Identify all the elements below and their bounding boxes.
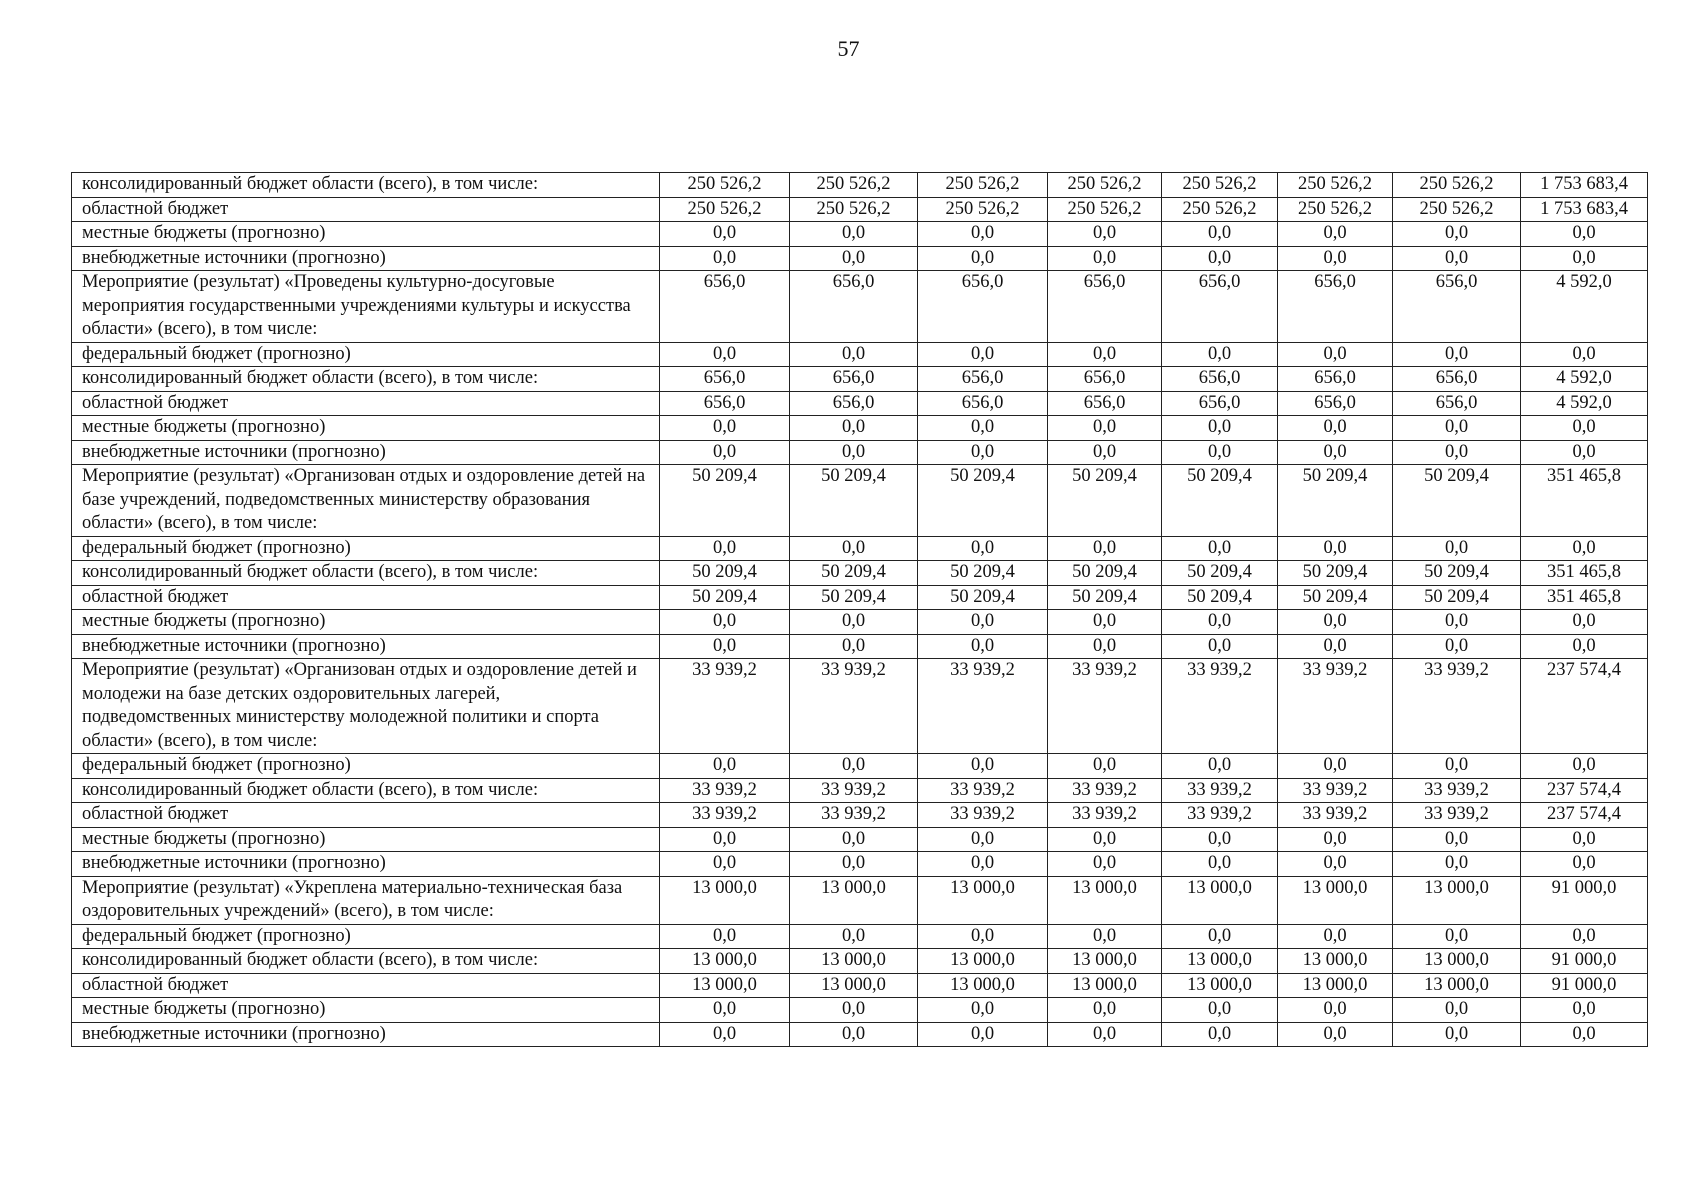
value-cell: 0,0 <box>790 634 918 659</box>
total-cell: 0,0 <box>1521 246 1648 271</box>
value-cell: 0,0 <box>660 924 790 949</box>
value-cell: 656,0 <box>1162 391 1278 416</box>
value-cell: 0,0 <box>790 246 918 271</box>
value-cell: 50 209,4 <box>1162 465 1278 537</box>
value-cell: 0,0 <box>1162 416 1278 441</box>
value-cell: 0,0 <box>1048 536 1162 561</box>
value-cell: 0,0 <box>1393 416 1521 441</box>
value-cell: 0,0 <box>1393 222 1521 247</box>
row-label: областной бюджет <box>72 585 660 610</box>
value-cell: 33 939,2 <box>1048 659 1162 754</box>
value-cell: 0,0 <box>1393 536 1521 561</box>
value-cell: 0,0 <box>1278 416 1393 441</box>
value-cell: 0,0 <box>1162 852 1278 877</box>
value-cell: 13 000,0 <box>1162 876 1278 924</box>
value-cell: 33 939,2 <box>1278 778 1393 803</box>
row-label: Мероприятие (результат) «Проведены культурно-досуговые мероприятия государственными учреждениями культуры и искусства области» (всего), в том числе: <box>72 271 660 343</box>
table-row <box>72 367 1648 392</box>
value-cell: 50 209,4 <box>660 585 790 610</box>
value-cell: 656,0 <box>660 391 790 416</box>
row-label: федеральный бюджет (прогнозно) <box>72 924 660 949</box>
value-cell: 656,0 <box>1162 271 1278 343</box>
total-cell: 0,0 <box>1521 222 1648 247</box>
total-cell: 0,0 <box>1521 634 1648 659</box>
value-cell: 250 526,2 <box>1048 197 1162 222</box>
table-row <box>72 271 1648 343</box>
value-cell: 0,0 <box>660 440 790 465</box>
value-cell: 0,0 <box>1278 610 1393 635</box>
value-cell: 656,0 <box>1278 391 1393 416</box>
value-cell: 0,0 <box>1393 342 1521 367</box>
total-cell: 4 592,0 <box>1521 391 1648 416</box>
row-label: консолидированный бюджет области (всего), в том числе: <box>72 173 660 198</box>
value-cell: 50 209,4 <box>1048 561 1162 586</box>
total-cell: 4 592,0 <box>1521 271 1648 343</box>
value-cell: 13 000,0 <box>790 973 918 998</box>
value-cell: 0,0 <box>1278 246 1393 271</box>
row-label: внебюджетные источники (прогнозно) <box>72 440 660 465</box>
value-cell: 33 939,2 <box>1278 659 1393 754</box>
value-cell: 0,0 <box>790 536 918 561</box>
table-row <box>72 949 1648 974</box>
value-cell: 50 209,4 <box>1048 585 1162 610</box>
value-cell: 50 209,4 <box>1162 561 1278 586</box>
value-cell: 0,0 <box>1048 610 1162 635</box>
value-cell: 0,0 <box>660 536 790 561</box>
value-cell: 50 209,4 <box>918 585 1048 610</box>
total-cell: 0,0 <box>1521 998 1648 1023</box>
value-cell: 13 000,0 <box>1048 876 1162 924</box>
row-label: местные бюджеты (прогнозно) <box>72 222 660 247</box>
table-row <box>72 634 1648 659</box>
value-cell: 33 939,2 <box>918 778 1048 803</box>
total-cell: 351 465,8 <box>1521 585 1648 610</box>
value-cell: 0,0 <box>1278 924 1393 949</box>
value-cell: 33 939,2 <box>1048 778 1162 803</box>
value-cell: 13 000,0 <box>1393 949 1521 974</box>
row-label: консолидированный бюджет области (всего), в том числе: <box>72 949 660 974</box>
value-cell: 0,0 <box>918 416 1048 441</box>
value-cell: 656,0 <box>1162 367 1278 392</box>
total-cell: 0,0 <box>1521 754 1648 779</box>
value-cell: 0,0 <box>918 342 1048 367</box>
value-cell: 13 000,0 <box>790 876 918 924</box>
value-cell: 0,0 <box>660 852 790 877</box>
total-cell: 0,0 <box>1521 416 1648 441</box>
value-cell: 0,0 <box>1048 634 1162 659</box>
total-cell: 1 753 683,4 <box>1521 197 1648 222</box>
total-cell: 91 000,0 <box>1521 876 1648 924</box>
total-cell: 91 000,0 <box>1521 949 1648 974</box>
row-label: федеральный бюджет (прогнозно) <box>72 754 660 779</box>
value-cell: 250 526,2 <box>918 197 1048 222</box>
value-cell: 0,0 <box>1162 246 1278 271</box>
value-cell: 50 209,4 <box>1048 465 1162 537</box>
value-cell: 13 000,0 <box>1393 973 1521 998</box>
value-cell: 33 939,2 <box>1278 803 1393 828</box>
total-cell: 237 574,4 <box>1521 778 1648 803</box>
value-cell: 250 526,2 <box>1393 173 1521 198</box>
value-cell: 33 939,2 <box>1048 803 1162 828</box>
value-cell: 0,0 <box>918 827 1048 852</box>
value-cell: 0,0 <box>790 222 918 247</box>
value-cell: 0,0 <box>1278 222 1393 247</box>
row-label: внебюджетные источники (прогнозно) <box>72 1022 660 1047</box>
value-cell: 250 526,2 <box>918 173 1048 198</box>
table-row <box>72 246 1648 271</box>
value-cell: 0,0 <box>1393 440 1521 465</box>
value-cell: 0,0 <box>1048 440 1162 465</box>
value-cell: 0,0 <box>918 246 1048 271</box>
row-label: федеральный бюджет (прогнозно) <box>72 342 660 367</box>
total-cell: 351 465,8 <box>1521 561 1648 586</box>
table-row <box>72 659 1648 754</box>
value-cell: 33 939,2 <box>1162 803 1278 828</box>
value-cell: 0,0 <box>1393 852 1521 877</box>
value-cell: 0,0 <box>1162 440 1278 465</box>
table-row <box>72 876 1648 924</box>
row-label: Мероприятие (результат) «Организован отдых и оздоровление детей и молодежи на базе детских оздоровительных лагерей, подведомственных министерству молодежной политики и спорта области» (всего), в том числе: <box>72 659 660 754</box>
value-cell: 13 000,0 <box>918 949 1048 974</box>
total-cell: 0,0 <box>1521 342 1648 367</box>
value-cell: 0,0 <box>1278 852 1393 877</box>
value-cell: 656,0 <box>1393 271 1521 343</box>
value-cell: 33 939,2 <box>918 659 1048 754</box>
table-row <box>72 973 1648 998</box>
row-label: областной бюджет <box>72 803 660 828</box>
value-cell: 13 000,0 <box>1162 949 1278 974</box>
table-row <box>72 197 1648 222</box>
row-label: областной бюджет <box>72 391 660 416</box>
row-label: внебюджетные источники (прогнозно) <box>72 246 660 271</box>
value-cell: 250 526,2 <box>1162 197 1278 222</box>
value-cell: 0,0 <box>918 998 1048 1023</box>
value-cell: 33 939,2 <box>1393 778 1521 803</box>
value-cell: 33 939,2 <box>1393 803 1521 828</box>
page-number: 57 <box>837 36 860 61</box>
value-cell: 0,0 <box>790 827 918 852</box>
total-cell: 91 000,0 <box>1521 973 1648 998</box>
row-label: консолидированный бюджет области (всего), в том числе: <box>72 561 660 586</box>
value-cell: 0,0 <box>790 754 918 779</box>
value-cell: 0,0 <box>1162 610 1278 635</box>
value-cell: 0,0 <box>660 222 790 247</box>
value-cell: 0,0 <box>1278 998 1393 1023</box>
value-cell: 0,0 <box>1393 924 1521 949</box>
value-cell: 0,0 <box>918 610 1048 635</box>
value-cell: 656,0 <box>660 271 790 343</box>
value-cell: 0,0 <box>1048 1022 1162 1047</box>
value-cell: 0,0 <box>660 998 790 1023</box>
value-cell: 33 939,2 <box>1162 778 1278 803</box>
value-cell: 0,0 <box>1162 754 1278 779</box>
value-cell: 0,0 <box>1393 610 1521 635</box>
value-cell: 0,0 <box>790 998 918 1023</box>
value-cell: 13 000,0 <box>1162 973 1278 998</box>
value-cell: 0,0 <box>790 924 918 949</box>
value-cell: 250 526,2 <box>660 197 790 222</box>
value-cell: 656,0 <box>918 391 1048 416</box>
value-cell: 0,0 <box>1393 1022 1521 1047</box>
row-label: областной бюджет <box>72 197 660 222</box>
value-cell: 0,0 <box>660 610 790 635</box>
value-cell: 656,0 <box>790 391 918 416</box>
value-cell: 13 000,0 <box>1393 876 1521 924</box>
value-cell: 0,0 <box>660 246 790 271</box>
value-cell: 0,0 <box>1278 1022 1393 1047</box>
value-cell: 0,0 <box>660 827 790 852</box>
value-cell: 0,0 <box>790 852 918 877</box>
value-cell: 0,0 <box>790 610 918 635</box>
value-cell: 13 000,0 <box>790 949 918 974</box>
value-cell: 250 526,2 <box>790 197 918 222</box>
value-cell: 0,0 <box>1278 536 1393 561</box>
table-row <box>72 610 1648 635</box>
row-label: Мероприятие (результат) «Укреплена материально-техническая база оздоровительных учреждений» (всего), в том числе: <box>72 876 660 924</box>
value-cell: 0,0 <box>1278 440 1393 465</box>
table-row <box>72 924 1648 949</box>
value-cell: 656,0 <box>1278 367 1393 392</box>
row-label: Мероприятие (результат) «Организован отдых и оздоровление детей на базе учреждений, подведомственных министерству образования области» (всего), в том числе: <box>72 465 660 537</box>
total-cell: 4 592,0 <box>1521 367 1648 392</box>
total-cell: 0,0 <box>1521 827 1648 852</box>
value-cell: 656,0 <box>790 271 918 343</box>
table-row <box>72 342 1648 367</box>
value-cell: 0,0 <box>918 536 1048 561</box>
value-cell: 0,0 <box>1162 634 1278 659</box>
table-row <box>72 561 1648 586</box>
value-cell: 33 939,2 <box>660 803 790 828</box>
value-cell: 0,0 <box>1162 998 1278 1023</box>
value-cell: 0,0 <box>1162 342 1278 367</box>
row-label: внебюджетные источники (прогнозно) <box>72 852 660 877</box>
value-cell: 50 209,4 <box>1393 465 1521 537</box>
value-cell: 50 209,4 <box>790 465 918 537</box>
value-cell: 0,0 <box>790 440 918 465</box>
value-cell: 33 939,2 <box>660 778 790 803</box>
total-cell: 0,0 <box>1521 924 1648 949</box>
value-cell: 656,0 <box>918 367 1048 392</box>
budget-table-body <box>72 173 1648 1047</box>
value-cell: 0,0 <box>660 342 790 367</box>
value-cell: 250 526,2 <box>1278 197 1393 222</box>
value-cell: 656,0 <box>1278 271 1393 343</box>
table-row <box>72 778 1648 803</box>
value-cell: 250 526,2 <box>1278 173 1393 198</box>
value-cell: 50 209,4 <box>1162 585 1278 610</box>
value-cell: 50 209,4 <box>790 561 918 586</box>
value-cell: 0,0 <box>790 416 918 441</box>
value-cell: 0,0 <box>1393 998 1521 1023</box>
value-cell: 50 209,4 <box>660 561 790 586</box>
value-cell: 13 000,0 <box>660 876 790 924</box>
value-cell: 13 000,0 <box>660 973 790 998</box>
value-cell: 0,0 <box>1048 754 1162 779</box>
row-label: местные бюджеты (прогнозно) <box>72 610 660 635</box>
value-cell: 13 000,0 <box>918 973 1048 998</box>
row-label: консолидированный бюджет области (всего), в том числе: <box>72 778 660 803</box>
table-row <box>72 998 1648 1023</box>
value-cell: 13 000,0 <box>918 876 1048 924</box>
value-cell: 0,0 <box>1048 222 1162 247</box>
value-cell: 250 526,2 <box>790 173 918 198</box>
value-cell: 50 209,4 <box>660 465 790 537</box>
row-label: федеральный бюджет (прогнозно) <box>72 536 660 561</box>
table-row <box>72 536 1648 561</box>
value-cell: 0,0 <box>1048 416 1162 441</box>
row-label: местные бюджеты (прогнозно) <box>72 998 660 1023</box>
value-cell: 0,0 <box>660 754 790 779</box>
table-row <box>72 222 1648 247</box>
value-cell: 656,0 <box>1393 391 1521 416</box>
table-row <box>72 585 1648 610</box>
table-row <box>72 1022 1648 1047</box>
row-label: консолидированный бюджет области (всего), в том числе: <box>72 367 660 392</box>
value-cell: 33 939,2 <box>660 659 790 754</box>
value-cell: 0,0 <box>1048 998 1162 1023</box>
value-cell: 0,0 <box>790 1022 918 1047</box>
value-cell: 50 209,4 <box>1393 561 1521 586</box>
value-cell: 0,0 <box>1278 827 1393 852</box>
value-cell: 33 939,2 <box>790 803 918 828</box>
value-cell: 0,0 <box>1162 1022 1278 1047</box>
value-cell: 250 526,2 <box>1393 197 1521 222</box>
table-row <box>72 465 1648 537</box>
row-label: областной бюджет <box>72 973 660 998</box>
value-cell: 0,0 <box>660 1022 790 1047</box>
value-cell: 50 209,4 <box>1278 561 1393 586</box>
value-cell: 0,0 <box>1048 852 1162 877</box>
value-cell: 0,0 <box>918 1022 1048 1047</box>
value-cell: 0,0 <box>918 222 1048 247</box>
value-cell: 656,0 <box>1048 271 1162 343</box>
value-cell: 250 526,2 <box>1162 173 1278 198</box>
value-cell: 0,0 <box>660 416 790 441</box>
value-cell: 0,0 <box>1278 634 1393 659</box>
value-cell: 656,0 <box>660 367 790 392</box>
value-cell: 50 209,4 <box>1278 465 1393 537</box>
value-cell: 0,0 <box>918 852 1048 877</box>
value-cell: 50 209,4 <box>918 465 1048 537</box>
value-cell: 0,0 <box>1393 634 1521 659</box>
value-cell: 0,0 <box>1162 536 1278 561</box>
total-cell: 237 574,4 <box>1521 659 1648 754</box>
value-cell: 656,0 <box>1048 367 1162 392</box>
total-cell: 0,0 <box>1521 536 1648 561</box>
value-cell: 0,0 <box>918 634 1048 659</box>
value-cell: 0,0 <box>1393 754 1521 779</box>
table-row <box>72 754 1648 779</box>
value-cell: 50 209,4 <box>918 561 1048 586</box>
value-cell: 0,0 <box>1048 827 1162 852</box>
value-cell: 50 209,4 <box>1278 585 1393 610</box>
value-cell: 0,0 <box>1048 246 1162 271</box>
value-cell: 0,0 <box>660 634 790 659</box>
value-cell: 0,0 <box>1393 246 1521 271</box>
value-cell: 0,0 <box>1162 827 1278 852</box>
value-cell: 13 000,0 <box>1048 973 1162 998</box>
table-row <box>72 440 1648 465</box>
value-cell: 0,0 <box>1048 342 1162 367</box>
total-cell: 1 753 683,4 <box>1521 173 1648 198</box>
value-cell: 0,0 <box>1162 924 1278 949</box>
table-row <box>72 391 1648 416</box>
table-row <box>72 416 1648 441</box>
total-cell: 0,0 <box>1521 440 1648 465</box>
value-cell: 33 939,2 <box>790 778 918 803</box>
row-label: местные бюджеты (прогнозно) <box>72 416 660 441</box>
total-cell: 0,0 <box>1521 1022 1648 1047</box>
value-cell: 0,0 <box>918 754 1048 779</box>
value-cell: 0,0 <box>1278 342 1393 367</box>
value-cell: 0,0 <box>1048 924 1162 949</box>
row-label: местные бюджеты (прогнозно) <box>72 827 660 852</box>
value-cell: 0,0 <box>1162 222 1278 247</box>
value-cell: 656,0 <box>1048 391 1162 416</box>
total-cell: 237 574,4 <box>1521 803 1648 828</box>
value-cell: 656,0 <box>1393 367 1521 392</box>
value-cell: 0,0 <box>790 342 918 367</box>
value-cell: 0,0 <box>918 924 1048 949</box>
total-cell: 0,0 <box>1521 610 1648 635</box>
value-cell: 13 000,0 <box>1048 949 1162 974</box>
value-cell: 33 939,2 <box>1162 659 1278 754</box>
value-cell: 13 000,0 <box>1278 876 1393 924</box>
budget-table <box>71 172 1648 1047</box>
table-row <box>72 173 1648 198</box>
value-cell: 33 939,2 <box>918 803 1048 828</box>
value-cell: 13 000,0 <box>1278 973 1393 998</box>
value-cell: 0,0 <box>918 440 1048 465</box>
value-cell: 13 000,0 <box>1278 949 1393 974</box>
value-cell: 33 939,2 <box>1393 659 1521 754</box>
total-cell: 0,0 <box>1521 852 1648 877</box>
value-cell: 250 526,2 <box>660 173 790 198</box>
value-cell: 656,0 <box>918 271 1048 343</box>
value-cell: 250 526,2 <box>1048 173 1162 198</box>
value-cell: 50 209,4 <box>790 585 918 610</box>
table-row <box>72 803 1648 828</box>
table-row <box>72 852 1648 877</box>
value-cell: 656,0 <box>790 367 918 392</box>
total-cell: 351 465,8 <box>1521 465 1648 537</box>
value-cell: 33 939,2 <box>790 659 918 754</box>
value-cell: 0,0 <box>1393 827 1521 852</box>
row-label: внебюджетные источники (прогнозно) <box>72 634 660 659</box>
value-cell: 13 000,0 <box>660 949 790 974</box>
table-row <box>72 827 1648 852</box>
value-cell: 50 209,4 <box>1393 585 1521 610</box>
value-cell: 0,0 <box>1278 754 1393 779</box>
